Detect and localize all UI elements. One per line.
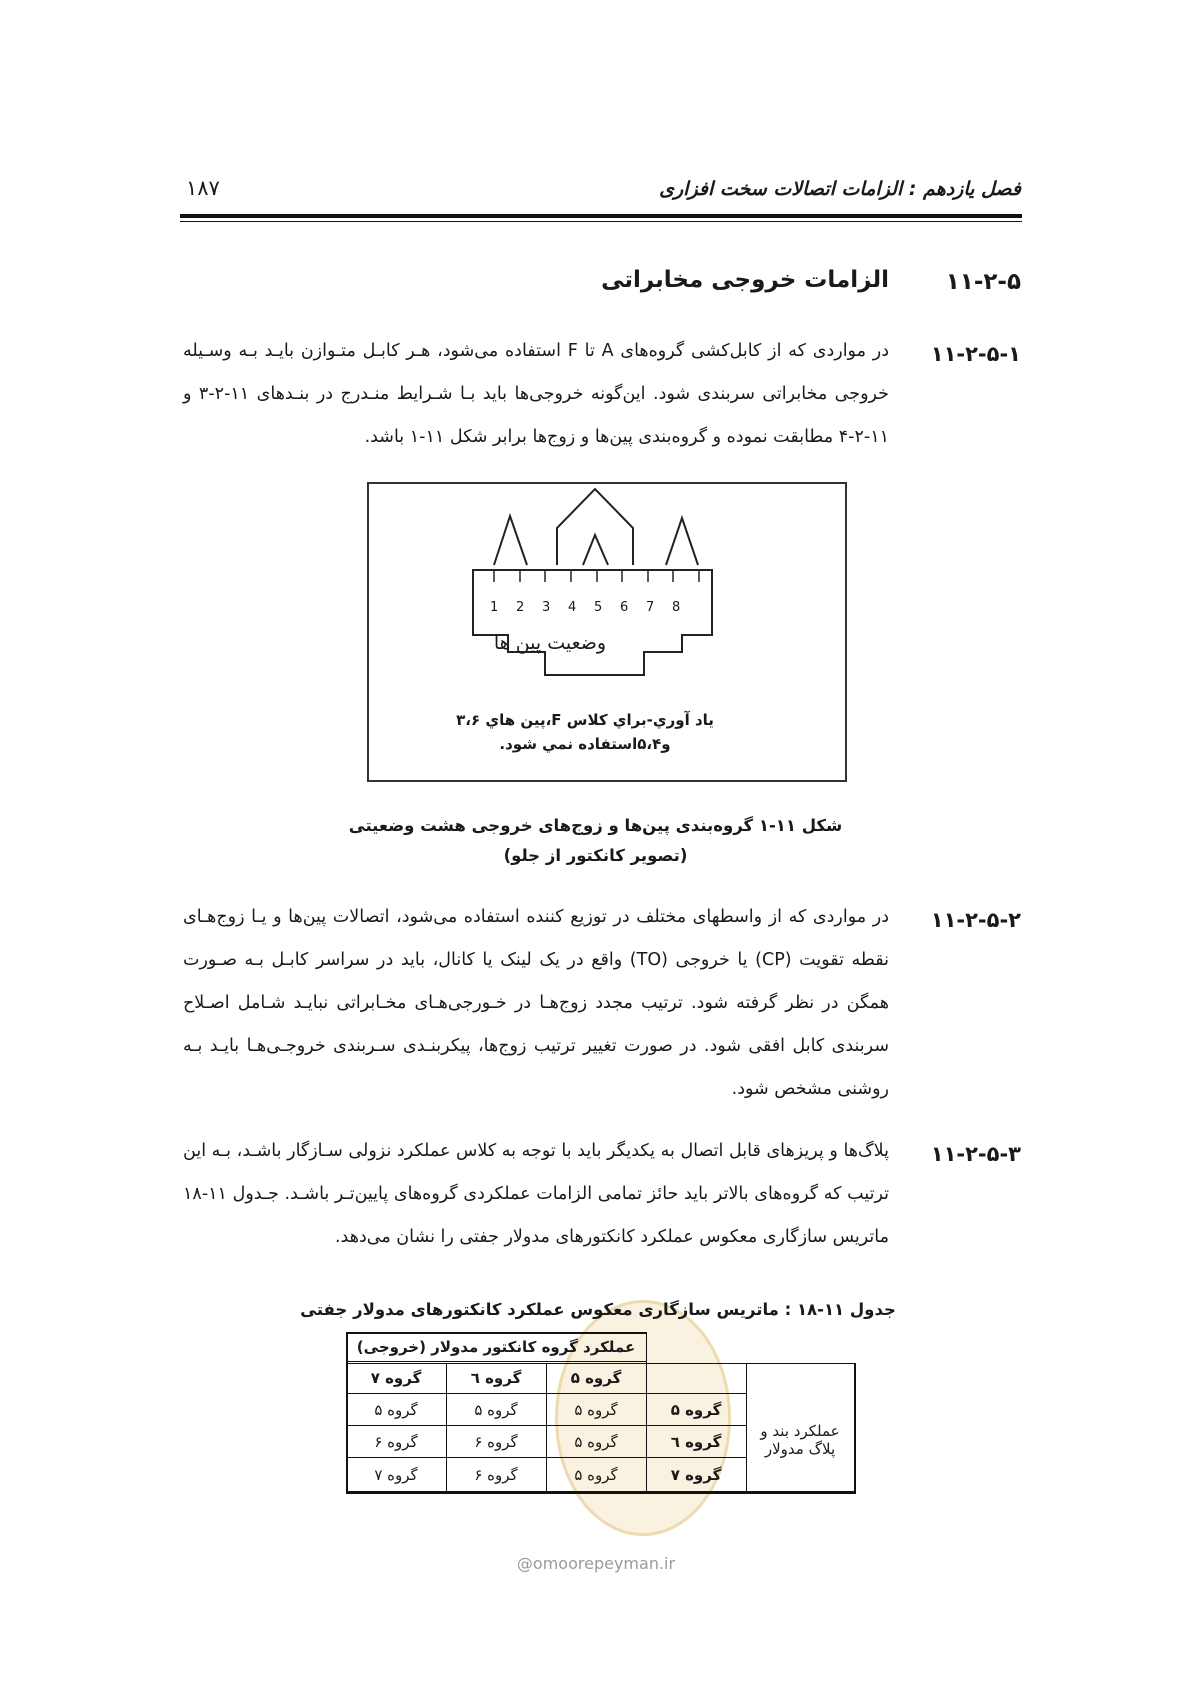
compatibility-table (346, 1332, 856, 1494)
table-cell: گروه ۶ (474, 1432, 518, 1451)
pin-number: 6 (620, 600, 629, 615)
section-title: الزامات خروجی مخابراتی (601, 267, 889, 293)
pin-number: 4 (568, 600, 577, 615)
table-cell: گروه ۷ (374, 1465, 418, 1484)
table-caption: جدول ۱۱-۱۸ : ماتریس سازگاری معکوس عملکرد کانکتورهای مدولار جفتی (300, 1300, 896, 1319)
table-row-label: گروه ۷ (670, 1465, 722, 1484)
pin-number: 5 (594, 600, 603, 615)
figure-caption: شکل ۱۱-۱ گروه‌بندی پین‌ها و زوج‌های خروجی هشت وضعیتی (348, 816, 843, 835)
paragraph-number: ۱۱-۲-۵-۲ (930, 908, 1021, 932)
table-column-header: گروه ۵ (570, 1369, 622, 1387)
paragraph-number: ۱۱-۲-۵-۱ (930, 342, 1021, 366)
table-column-header: گروه ۷ (370, 1369, 422, 1387)
table-row-label: گروه ۵ (670, 1400, 722, 1419)
paragraph-number: ۱۱-۲-۵-۳ (930, 1142, 1021, 1166)
table-row-header: پلاگ مدولار (764, 1440, 836, 1458)
chapter-title: فصل یازدهم : الزامات اتصالات سخت افزاری (659, 178, 1021, 200)
pin-status-label: وضعیت پین ها (493, 632, 607, 654)
paragraph-text: پلاگ‌ها و پریزهای قابل اتصال به یکدیگر باید با توجه به کلاس عملکرد نزولی سـازگار باشـد، بـه این ترتیب که گروه‌های بالاتر باید حائز تمامی الزامات عملکردی گروه‌های پایین‌تـر باشـد. جـدول ۱۱-۱۸ ماتریس سازگاری معکوس عملکرد کانکتورهای مدولار جفتی را نشان می‌دهد. (183, 1141, 889, 1247)
paragraph-text: در مواردی که از کابل‌کشی گروه‌های A تا F استفاده می‌شود، هـر کابـل متـوازن بایـد بـه وسـیله خروجی مخابراتی سربندی شود. این‌گونه خروجی‌ها باید بـا شـرایط منـدرج در بنـدهای ۱۱-۲-۳ و ۱۱-۲-۴ مطابقت نموده و گروه‌بندی پین‌ها و زوج‌ها برابر شکل ۱۱-۱ باشد. (183, 341, 889, 447)
table-cell: گروه ۶ (374, 1432, 418, 1451)
pin-number: 1 (490, 600, 499, 615)
section-number: ۱۱-۲-۵ (945, 269, 1021, 295)
pin-number: 2 (516, 600, 525, 615)
table-cell: گروه ۵ (574, 1465, 618, 1484)
figure-note: ياد آوري-براي كلاس F،پين هاي ۳،۶ (456, 711, 714, 729)
pin-number: 8 (672, 600, 681, 615)
table-row-header: عملکرد بند و (760, 1422, 840, 1440)
table-group-header: عملکرد گروه کانکتور مدولار (خروجی) (356, 1338, 636, 1356)
watermark-text: @omoorepeyman.ir (516, 1554, 676, 1573)
pin-number: 3 (542, 600, 551, 615)
figure-caption: (تصویر کانکتور از جلو) (503, 846, 688, 865)
figure-note: و۵،۴استفاده نمي شود. (499, 735, 671, 753)
page-number: ۱۸۷ (186, 176, 220, 200)
table-cell: گروه ۵ (574, 1432, 618, 1451)
table-cell: گروه ۵ (574, 1400, 618, 1419)
table-cell: گروه ۵ (474, 1400, 518, 1419)
paragraph-text: در مواردی که از واسطهای مختلف در توزیع کننده استفاده می‌شود، اتصالات پین‌ها و یـا زوج‌هـای نقطه تقویت (CP) یا خروجی (TO) واقع در یک لینک یا کانال، باید در سراسر کابـل بـه صـورت همگن در نظر گرفته شود. ترتیب مجدد زوج‌هـا در خـورجی‌هـای مخـابراتی نبایـد شـامل اصـلاح سربندی کابل افقی شود. در صورت تغییر ترتیب زوج‌ها، پیکربنـدی سـربندی خروجـی‌هـا بایـد بـه روشنی مشخص شود. (183, 907, 890, 1099)
table-cell: گروه ۵ (374, 1400, 418, 1419)
table-cell: گروه ۶ (474, 1465, 518, 1484)
table-column-header: گروه ٦ (470, 1369, 522, 1387)
table-row-label: گروه ٦ (670, 1432, 722, 1451)
pin-number: 7 (646, 600, 655, 615)
